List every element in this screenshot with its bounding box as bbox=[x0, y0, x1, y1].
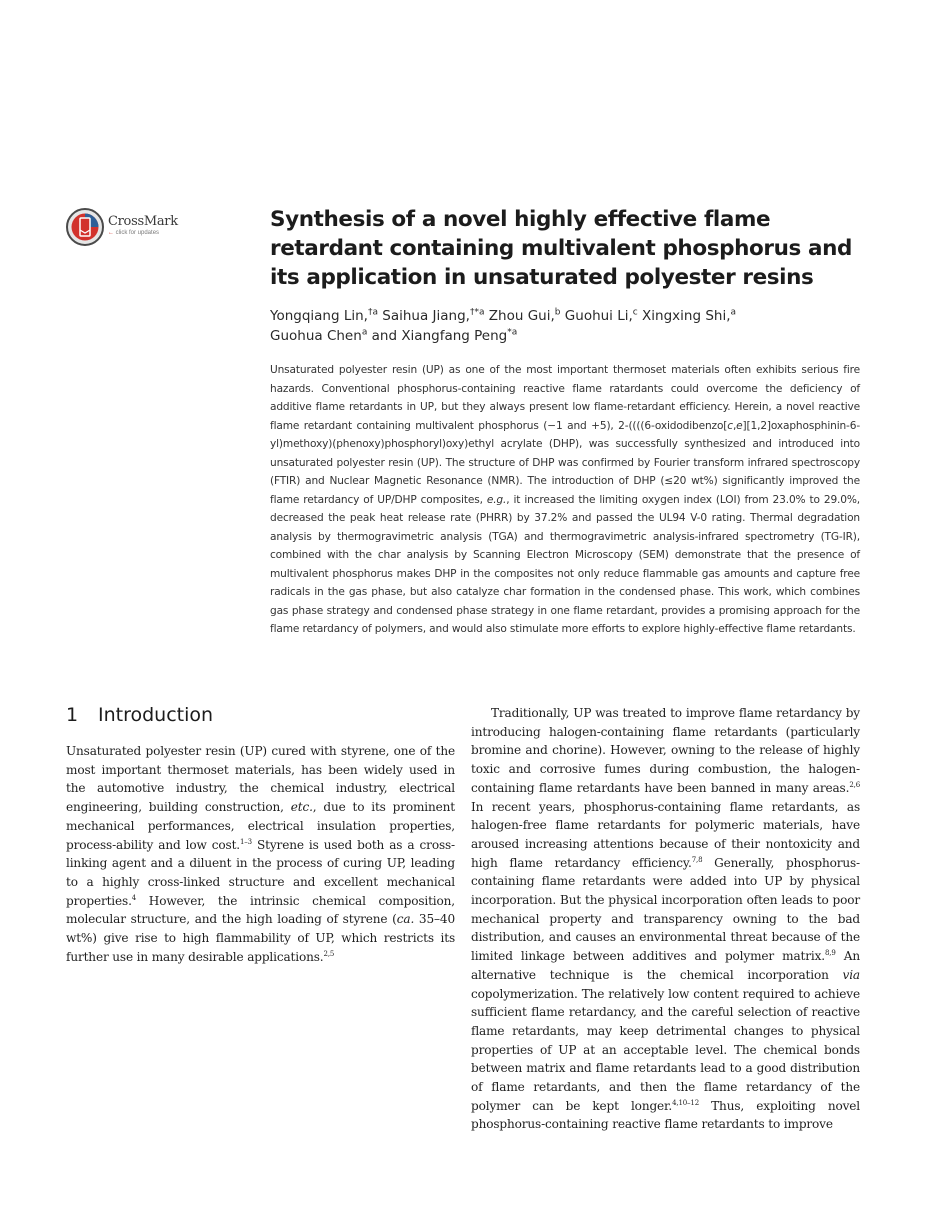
text-run: Unsaturated polyester resin (UP) as one of the most important thermoset materials often exhibits serious fire hazards. Conventional phosphorus-containing reactive flame ratardants could overcome the deficiency of additive flame retardants in UP, but they always present low flame-retardant efficiency. Herein, a novel reactive flame retardant containing multivalent phosphorus (−1 and +5), 2-((((6-oxidodibenzo[ bbox=[270, 364, 860, 432]
italic-run: etc. bbox=[290, 800, 313, 815]
italic-run: e bbox=[736, 419, 743, 432]
author-affiliation: †*a bbox=[469, 307, 485, 318]
text-run: , due to its prominent mechanical performances, electrical insulation properties, process-ability and low cost. bbox=[66, 800, 456, 852]
italic-run: via bbox=[842, 967, 860, 982]
article-title: Synthesis of a novel highly effective flame retardant containing multivalent phosphorus and its application in unsaturated polyester resins bbox=[270, 207, 852, 290]
citation-ref[interactable]: 8,9 bbox=[824, 949, 836, 958]
crossmark-sublabel: ← click for updates bbox=[108, 230, 160, 236]
italic-run: c bbox=[727, 419, 733, 432]
citation-ref[interactable]: 2,6 bbox=[849, 780, 860, 789]
citation-ref[interactable]: 2,5 bbox=[323, 949, 335, 958]
section-number: 1 bbox=[66, 704, 79, 726]
crossmark-badge[interactable] bbox=[66, 206, 196, 250]
body-column-left bbox=[66, 742, 455, 966]
text-run: , it increased the limiting oxygen index (LOI) from 23.0% to 29.0%, decreased the peak heat release rate (PHRR) by 37.2% and passed the UL94 V-0 rating. Thermal degradation analysis by thermogravimetric analysis (TGA) and thermogravimetric analysis-infrared spectrometry (TG-IR), combined with the char analysis by Scanning Electron Microscopy (SEM) demonstrate that the presence of multivalent phosphorus makes DHP in the composites not only reduce flammable gas amounts and capture free radicals in the gas phase, but also catalyze char formation in the condensed phase. This work, which combines gas phase strategy and condensed phase strategy in one flame retardant, provides a promising approach for the flame retardancy of polymers, and would also stimulate more efforts to explore highly-effective flame retardants. bbox=[270, 493, 860, 635]
crossmark-label: CrossMark bbox=[108, 214, 178, 229]
citation-ref[interactable]: 4 bbox=[131, 893, 137, 902]
body-column-right bbox=[471, 704, 860, 1134]
text-run: , bbox=[732, 419, 737, 432]
author-affiliation: a bbox=[361, 327, 368, 338]
author-name[interactable]: Guohua Chen bbox=[270, 328, 362, 344]
text-run: However, the intrinsic chemical composition, molecular structure, and the high loading of styrene ( bbox=[66, 893, 455, 927]
author-name[interactable]: Xingxing Shi, bbox=[642, 308, 731, 324]
arrow-left-icon: ← bbox=[108, 230, 114, 236]
author-name[interactable]: Yongqiang Lin, bbox=[270, 308, 368, 324]
author-affiliation: a bbox=[730, 307, 737, 318]
abstract bbox=[270, 361, 860, 639]
author-name[interactable]: Saihua Jiang, bbox=[382, 308, 470, 324]
text-run: In recent years, phosphorus-containing flame retardants, as halogen-free flame retardants for polymeric materials, have aroused increasing attentions because of their nontoxicity and high flame retardancy efficiency. bbox=[471, 799, 860, 870]
text-run: copolymerization. The relatively low content required to achieve sufficient flame retardancy, and the careful selection of reactive flame retardants, may keep detrimental changes to physical properties of UP at an acceptable level. The chemical bonds between matrix and flame retardants lead to a good distribution of flame retardants, and then the flame retardancy of the polymer can be kept longer. bbox=[471, 986, 860, 1113]
crossmark-icon bbox=[66, 208, 104, 246]
text-run: Generally, phosphorus-containing flame retardants were added into UP by physical incorporation. But the physical incorporation often leads to poor mechanical property and transparency owning to the bad distribution, and causes an environmental threat because of the limited linkage between additives and polymer matrix. bbox=[471, 855, 860, 964]
author-separator: and bbox=[367, 328, 402, 344]
citation-ref[interactable]: 1–3 bbox=[240, 837, 252, 846]
author-affiliation: *a bbox=[507, 327, 518, 338]
citation-ref[interactable]: 7,8 bbox=[691, 855, 703, 864]
section-heading bbox=[66, 704, 213, 726]
italic-run: ca. bbox=[396, 912, 415, 927]
text-run: 35–40 wt%) give rise to high flammability of UP, which restricts its further use in many desirable applications. bbox=[66, 912, 455, 964]
section-title: Introduction bbox=[98, 704, 214, 726]
text-run: Styrene is used both as a cross-linking agent and a diluent in the process of curing UP, leading to a highly cross-linked structure and excellent mechanical properties. bbox=[66, 837, 455, 908]
author-affiliation: b bbox=[554, 307, 561, 318]
author-name[interactable]: Guohui Li, bbox=[564, 308, 633, 324]
text-run: Traditionally, UP was treated to improve flame retardancy by introducing halogen-containing flame retardants (particularly bromine and chorine). However, owning to the release of highly toxic and corrosive fumes during combustion, the halogen-containing flame retardants have been banned in many areas. bbox=[471, 706, 860, 795]
author-name[interactable]: Zhou Gui, bbox=[488, 308, 555, 324]
text-run: Thus, exploiting novel phosphorus-containing reactive flame retardants to improve bbox=[471, 1098, 860, 1132]
italic-run: e.g. bbox=[486, 493, 507, 506]
author-name[interactable]: Xiangfang Peng bbox=[401, 328, 508, 344]
text-run: An alternative technique is the chemical incorporation bbox=[471, 949, 860, 982]
author-affiliation: c bbox=[632, 307, 638, 318]
text-run: ][1,2]oxaphosphinin-6-yl)methoxy)(phenoxy)phosphoryl)oxy)ethyl acrylate (DHP), was successfully synthesized and introduced into unsaturated polyester resin (UP). The structure of DHP was confirmed by Fourier transform infrared spectroscopy (FTIR) and Nuclear Magnetic Resonance (NMR). The introduction of DHP (≤20 wt%) significantly improved the flame retardancy of UP/DHP composites, bbox=[270, 419, 860, 506]
author-affiliation: †a bbox=[367, 307, 378, 318]
citation-ref[interactable]: 4,10–12 bbox=[672, 1098, 700, 1107]
author-list bbox=[270, 306, 870, 346]
text-run: Unsaturated polyester resin (UP) cured with styrene, one of the most important thermoset materials, has been widely used in the automotive industry, the chemical industry, electrical engineering, building construction, bbox=[66, 744, 455, 815]
